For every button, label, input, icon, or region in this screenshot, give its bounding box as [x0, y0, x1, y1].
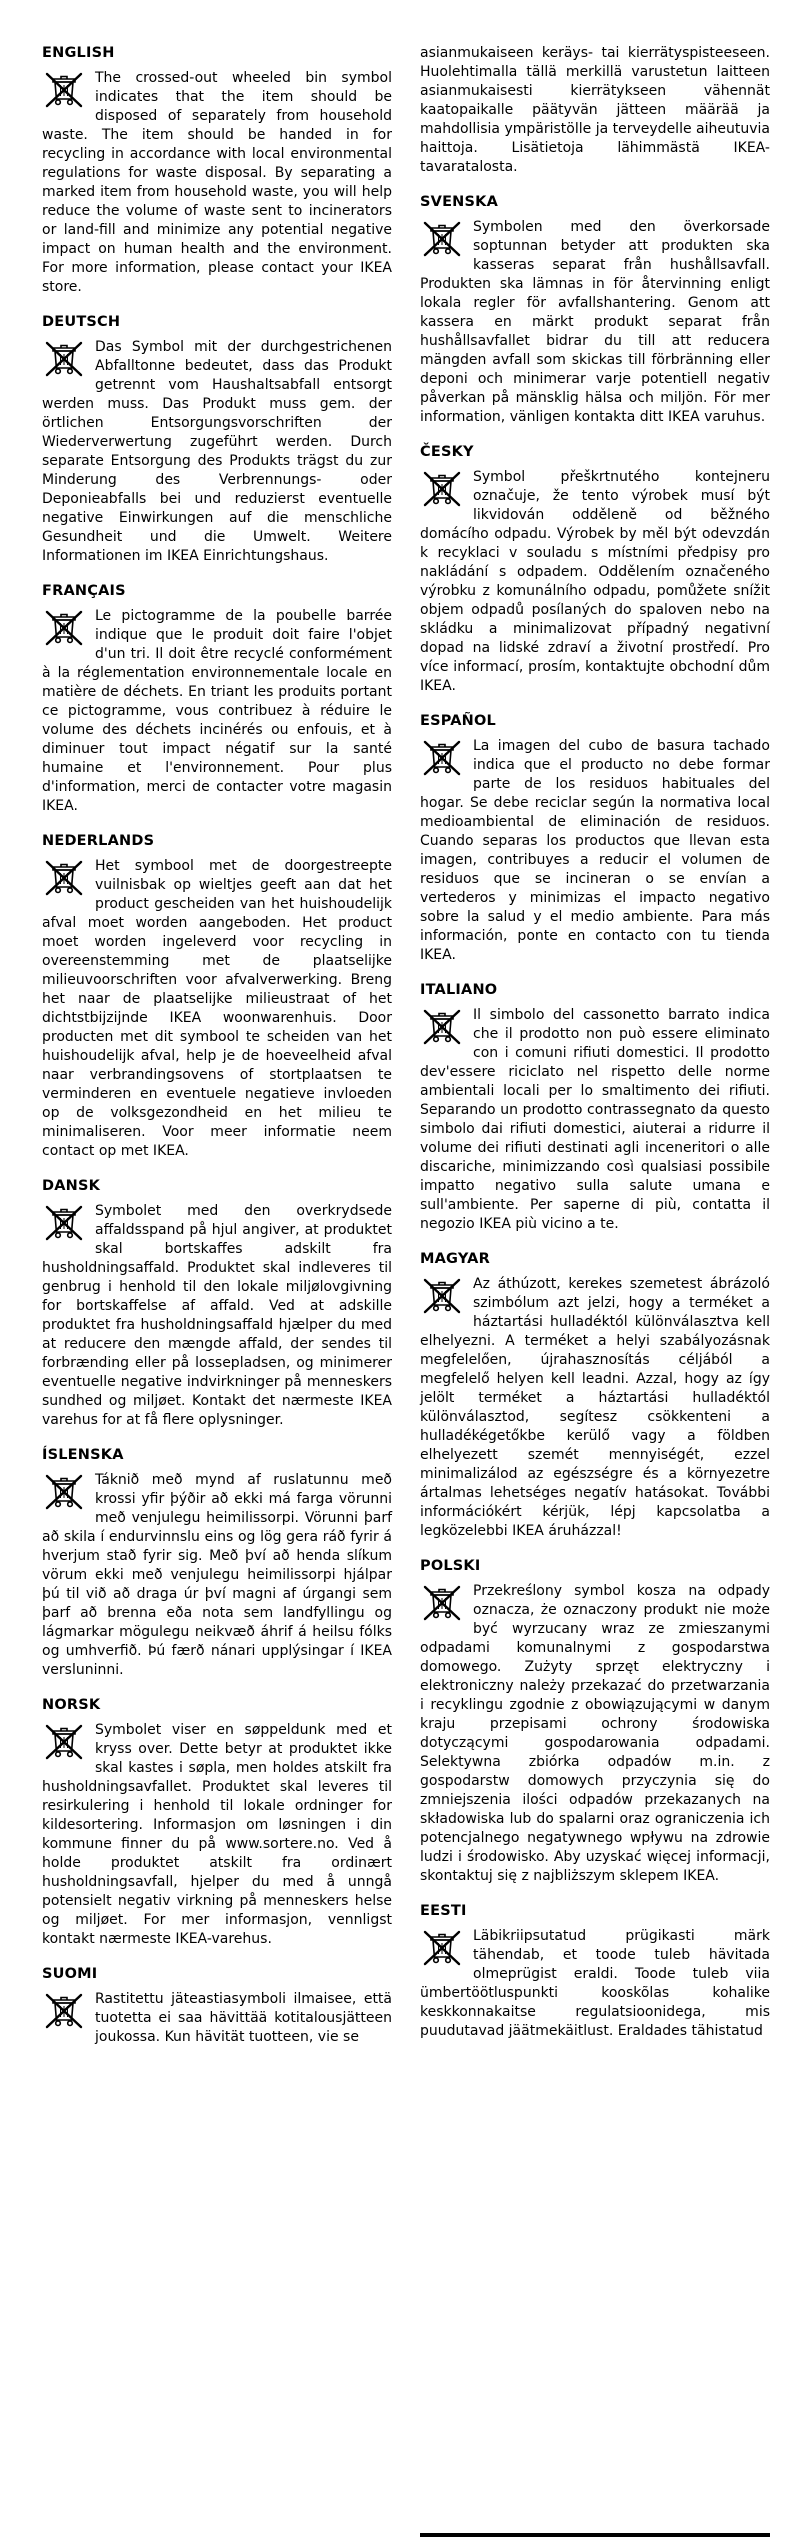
- section-text: asianmukaiseen keräys- tai kierrätyspisteeseen. Huolehtimalla tällä merkillä varustetun laitteen asianmukaisesti kierrätykseen vähennät kaatopaikalle päätyvän jätteen määrää ja mahdollisia ympäristölle ja terveydelle aiheutuvia haittoja. Lisätietoja lähimmästä IKEA-tavaratalosta.: [420, 45, 770, 175]
- language-heading: NORSK: [42, 1697, 101, 1713]
- section-deutsch: [42, 313, 392, 566]
- crossed-out-wheeled-bin-icon: [420, 1929, 464, 1969]
- crossed-out-wheeled-bin-icon: [420, 470, 464, 510]
- section-body: [420, 218, 770, 427]
- section-body: [420, 737, 770, 965]
- crossed-out-wheeled-bin-icon: [42, 609, 86, 649]
- section-text: Symbolet viser en søppeldunk med et kryss over. Dette betyr at produktet ikke skal kastes i søpla, men holdes atskilt fra husholdningsavfallet. Produktet skal leveres til resirkulering i henhold til lokale ordninger for kildesortering. Informasjon om løsningen i din kommune finner du på www.sortere.no. Ved å holde produktet atskilt fra ordinært husholdningsavfall, hjelper du med å unngå potensielt negativ virkning på menneskers helse og miljøet. For mer informasjon, vennligst kontakt nærmeste IKEA-varehus.: [42, 1722, 392, 1947]
- section-svenska: [420, 193, 770, 427]
- bottom-cutoff-bar: [420, 2533, 770, 2537]
- crossed-out-wheeled-bin-icon: [42, 1473, 86, 1513]
- section-body: [42, 338, 392, 566]
- section-body: [42, 1202, 392, 1430]
- crossed-out-wheeled-bin-icon: [42, 1723, 86, 1763]
- section-text: Rastitettu jäteastiasymboli ilmaisee, että tuotetta ei saa hävittää kotitalousjätteen joukossa. Kun hävität tuotteen, vie se: [95, 1991, 392, 2045]
- language-heading: POLSKI: [420, 1558, 481, 1574]
- language-heading: SUOMI: [42, 1966, 98, 1982]
- section-text: Läbikriipsutatud prügikasti märk tähendab, et toode tuleb hävitada olmeprügist eraldi. Toode tuleb viia ümbertöötluspunkti kooskõlas kohalike keskkonnakaitse regulatsioonidega, mis puudutavad jäätmekäitlust. Eraldades tähistatud: [420, 1928, 770, 2039]
- section-islenska: [42, 1446, 392, 1680]
- section-body: [420, 1275, 770, 1541]
- section-body: [420, 1927, 770, 2041]
- language-heading: ČESKY: [420, 444, 474, 460]
- section-nederlands: [42, 832, 392, 1161]
- language-heading: NEDERLANDS: [42, 833, 155, 849]
- section-norsk: [42, 1696, 392, 1949]
- crossed-out-wheeled-bin-icon: [42, 1204, 86, 1244]
- language-heading: DEUTSCH: [42, 314, 121, 330]
- crossed-out-wheeled-bin-icon: [42, 340, 86, 380]
- section-english: [42, 44, 392, 297]
- language-heading: ÍSLENSKA: [42, 1447, 124, 1463]
- section-espanol: [420, 712, 770, 965]
- section-text: La imagen del cubo de basura tachado indica que el producto no debe formar parte de los residuos habituales del hogar. Se debe reciclar según la normativa local medioambiental de eliminación de residuos. Cuando separas los productos que llevan esta imagen, contribuyes a reducir el volumen de residuos que se incineran o se envían a vertederos y minimizas el impacto negativo sobre la salud y el medio ambiente. Para más información, ponte en contacto con tu tienda IKEA.: [420, 738, 770, 963]
- language-heading: ITALIANO: [420, 982, 498, 998]
- section-body: [420, 468, 770, 696]
- column-left: [42, 44, 392, 2537]
- language-heading: SVENSKA: [420, 194, 499, 210]
- crossed-out-wheeled-bin-icon: [420, 739, 464, 779]
- section-text: Le pictogramme de la poubelle barrée indique que le produit doit faire l'objet d'un tri. Il doit être recyclé conformément à la réglementation environnementale locale en matière de déchets. En triant les produits portant ce pictogramme, vous contribuez à réduire le volume des déchets incinérés ou enfouis, et à diminuer tout impact négatif sur la santé humaine et l'environnement. Pour plus d'information, merci de contacter votre magasin IKEA.: [42, 608, 392, 814]
- section-body: [42, 1471, 392, 1680]
- section-body: [42, 1721, 392, 1949]
- section-text: Symbolen med den överkorsade soptunnan betyder att produkten ska kasseras separat från hushållsavfall. Produkten ska lämnas in för återvinning enligt lokala regler för avfallshantering. Genom att kassera en märkt produkt separat från hushållsavfallet bidrar du till att reducera mängden avfall som skickas till förbränning eller deponi och minimerar varje potentiell negativ påverkan på mänsklig hälsa och miljön. För mer information, vänligen kontakta ditt IKEA varuhus.: [420, 219, 770, 425]
- section-polski: [420, 1557, 770, 1886]
- section-suomi: [42, 1965, 392, 2047]
- section-text: Il simbolo del cassonetto barrato indica che il prodotto non può essere eliminato con i comuni rifiuti domestici. Il prodotto dev'essere riciclato nel rispetto delle norme ambientali locali per lo smaltimento dei rifiuti. Separando un prodotto contrassegnato da questo simbolo dai rifiuti domestici, aiuterai a ridurre il volume dei rifiuti destinati agli inceneritori o alle discariche, minimizzando così qualsiasi possibile impatto negativo sulla salute umana e sull'ambiente. Per saperne di più, contatta il negozio IKEA più vicino a te.: [420, 1007, 770, 1232]
- crossed-out-wheeled-bin-icon: [42, 1992, 86, 2032]
- crossed-out-wheeled-bin-icon: [42, 859, 86, 899]
- column-right: [420, 44, 770, 2537]
- section-text: Symbolet med den overkrydsede affaldsspand på hjul angiver, at produktet skal bortskaffes adskilt fra husholdningsaffald. Produktet skal indleveres til genbrug i henhold til den lokale miljølovgivning for bortskaffelse af affald. Ved at adskille produktet fra husholdningsaffald hjælper du med at reducere den mængde affald, der sendes til forbrænding eller på lossepladsen, og minimerer eventuelle negative indvirkninger på menneskers sundhed og miljøet. Kontakt det nærmeste IKEA varehus for at få flere oplysninger.: [42, 1203, 392, 1428]
- crossed-out-wheeled-bin-icon: [420, 1584, 464, 1624]
- section-text: Das Symbol mit der durchgestrichenen Abfalltonne bedeutet, dass das Produkt getrennt vom Haushaltsabfall entsorgt werden muss. Das Produkt muss gem. der örtlichen Entsorgungsvorschriften der Wiederverwertung zugeführt werden. Durch separate Entsorgung des Produkts trägst du zur Minderung des Verbrennungs- oder Deponieabfalls bei und reduzierst eventuelle negative Einwirkungen auf die menschliche Gesundheit und die Umwelt. Weitere Informationen im IKEA Einrichtungshaus.: [42, 339, 392, 564]
- section-eesti: [420, 1902, 770, 2041]
- section-suomi-continued: [420, 44, 770, 177]
- section-text: The crossed-out wheeled bin symbol indicates that the item should be disposed of separately from household waste. The item should be handed in for recycling in accordance with local environmental regulations for waste disposal. By separating a marked item from household waste, you will help reduce the volume of waste sent to incinerators or land-fill and minimize any potential negative impact on human health and the environment. For more information, please contact your IKEA store.: [42, 70, 392, 295]
- section-cesky: [420, 443, 770, 696]
- section-magyar: [420, 1250, 770, 1541]
- section-francais: [42, 582, 392, 816]
- section-dansk: [42, 1177, 392, 1430]
- section-text: Az áthúzott, kerekes szemetest ábrázoló szimbólum azt jelzi, hogy a terméket a háztartási hulladéktól különválasztva kell elhelyezni. A terméket a helyi szabályozásnak megfelelően, újrahasznosítás céljából a megfelelő helyen kell leadni. Azzal, hogy az így jelölt terméket a háztartási hulladéktól különválasztod, segítesz csökkenteni a hulladékégetőkbe kerülő vagy a földben elhelyezett szemét mennyiségét, ezzel minimalizálod az egészségre és a környezetre ártalmas lehetséges negatív hatásokat. További információkért kérjük, lépj kapcsolatba a legközelebbi IKEA áruházzal!: [420, 1276, 770, 1539]
- crossed-out-wheeled-bin-icon: [420, 1277, 464, 1317]
- section-body: [42, 607, 392, 816]
- section-body: [42, 857, 392, 1161]
- language-heading: ESPAÑOL: [420, 713, 496, 729]
- language-heading: FRANÇAIS: [42, 583, 126, 599]
- crossed-out-wheeled-bin-icon: [420, 1008, 464, 1048]
- section-body: [420, 1006, 770, 1234]
- section-italiano: [420, 981, 770, 1234]
- section-text: Symbol přeškrtnutého kontejneru označuje, že tento výrobek musí být likvidován odděleně od běžného domácího odpadu. Výrobek by měl být odevzdán k recyklaci v souladu s místními předpisy pro nakládání s odpadem. Oddělením označeného výrobku z komunálního odpadu, pomůžete snížit objem odpadů posílaných do spaloven nebo na skládku a minimalizovat případný negativní dopad na lidské zdraví a životní prostředí. Pro více informací, prosím, kontaktujte obchodní dům IKEA.: [420, 469, 770, 694]
- section-body: [42, 69, 392, 297]
- section-body: [420, 44, 770, 177]
- language-heading: EESTI: [420, 1903, 467, 1919]
- section-body: [420, 1582, 770, 1886]
- section-text: Het symbool met de doorgestreepte vuilnisbak op wieltjes geeft aan dat het product gescheiden van het huishoudelijk afval moet worden aangeboden. Het product moet worden ingeleverd voor recycling in overeenstemming met de plaatselijke milieuvoorschriften voor afvalverwerking. Breng het naar de plaatselijke milieustraat of het dichtstbijzijnde IKEA woonwarenhuis. Door producten met dit symbool te scheiden van het huishoudelijk afval, help je de hoeveelheid afval naar verbrandingsovens of stortplaatsen te verminderen en eventuele negatieve invloeden op de volksgezondheid en het milieu te minimaliseren. Voor meer informatie neem contact op met IKEA.: [42, 858, 392, 1159]
- crossed-out-wheeled-bin-icon: [420, 220, 464, 260]
- section-text: Przekreślony symbol kosza na odpady oznacza, że oznaczony produkt nie może być wyrzucany wraz ze zmieszanymi odpadami komunalnymi z gospodarstwa domowego. Zużyty sprzęt elektryczny i elektroniczny należy przekazać do przetwarzania i recyklingu zgodnie z obowiązującymi w danym kraju przepisami ochrony środowiska dotyczącymi gospodarowania odpadami. Selektywna zbiórka odpadów m.in. z gospodarstw domowych przyczynia się do zmniejszenia ilości odpadów przekazanych na składowiska lub do spalarni oraz ograniczenia ich potencjalnego negatywnego wpływu na zdrowie ludzi i środowisko. Aby uzyskać więcej informacji, skontaktuj się z najbliższym sklepem IKEA.: [420, 1583, 770, 1884]
- section-body: [42, 1990, 392, 2047]
- language-heading: ENGLISH: [42, 45, 115, 61]
- crossed-out-wheeled-bin-icon: [42, 71, 86, 111]
- section-text: Táknið með mynd af ruslatunnu með krossi yfir þýðir að ekki má farga vörunni með venjulegu heimilissorpi. Vörunni þarf að skila í endurvinnslu eins og lög gera ráð fyrir á hverjum stað fyrir sig. Með því að henda slíkum vörum ekki með venjulegu heimilissorpi hjálpar þú til við að draga úr því magni af úrgangi sem þarf að brenna eða nota sem landfyllingu og lágmarkar mögulegu neikvæð áhrif á heilsu fólks og umhverfið. Þú færð nánari upplýsingar í IKEA versluninni.: [42, 1472, 392, 1678]
- language-heading: MAGYAR: [420, 1251, 490, 1267]
- language-heading: DANSK: [42, 1178, 101, 1194]
